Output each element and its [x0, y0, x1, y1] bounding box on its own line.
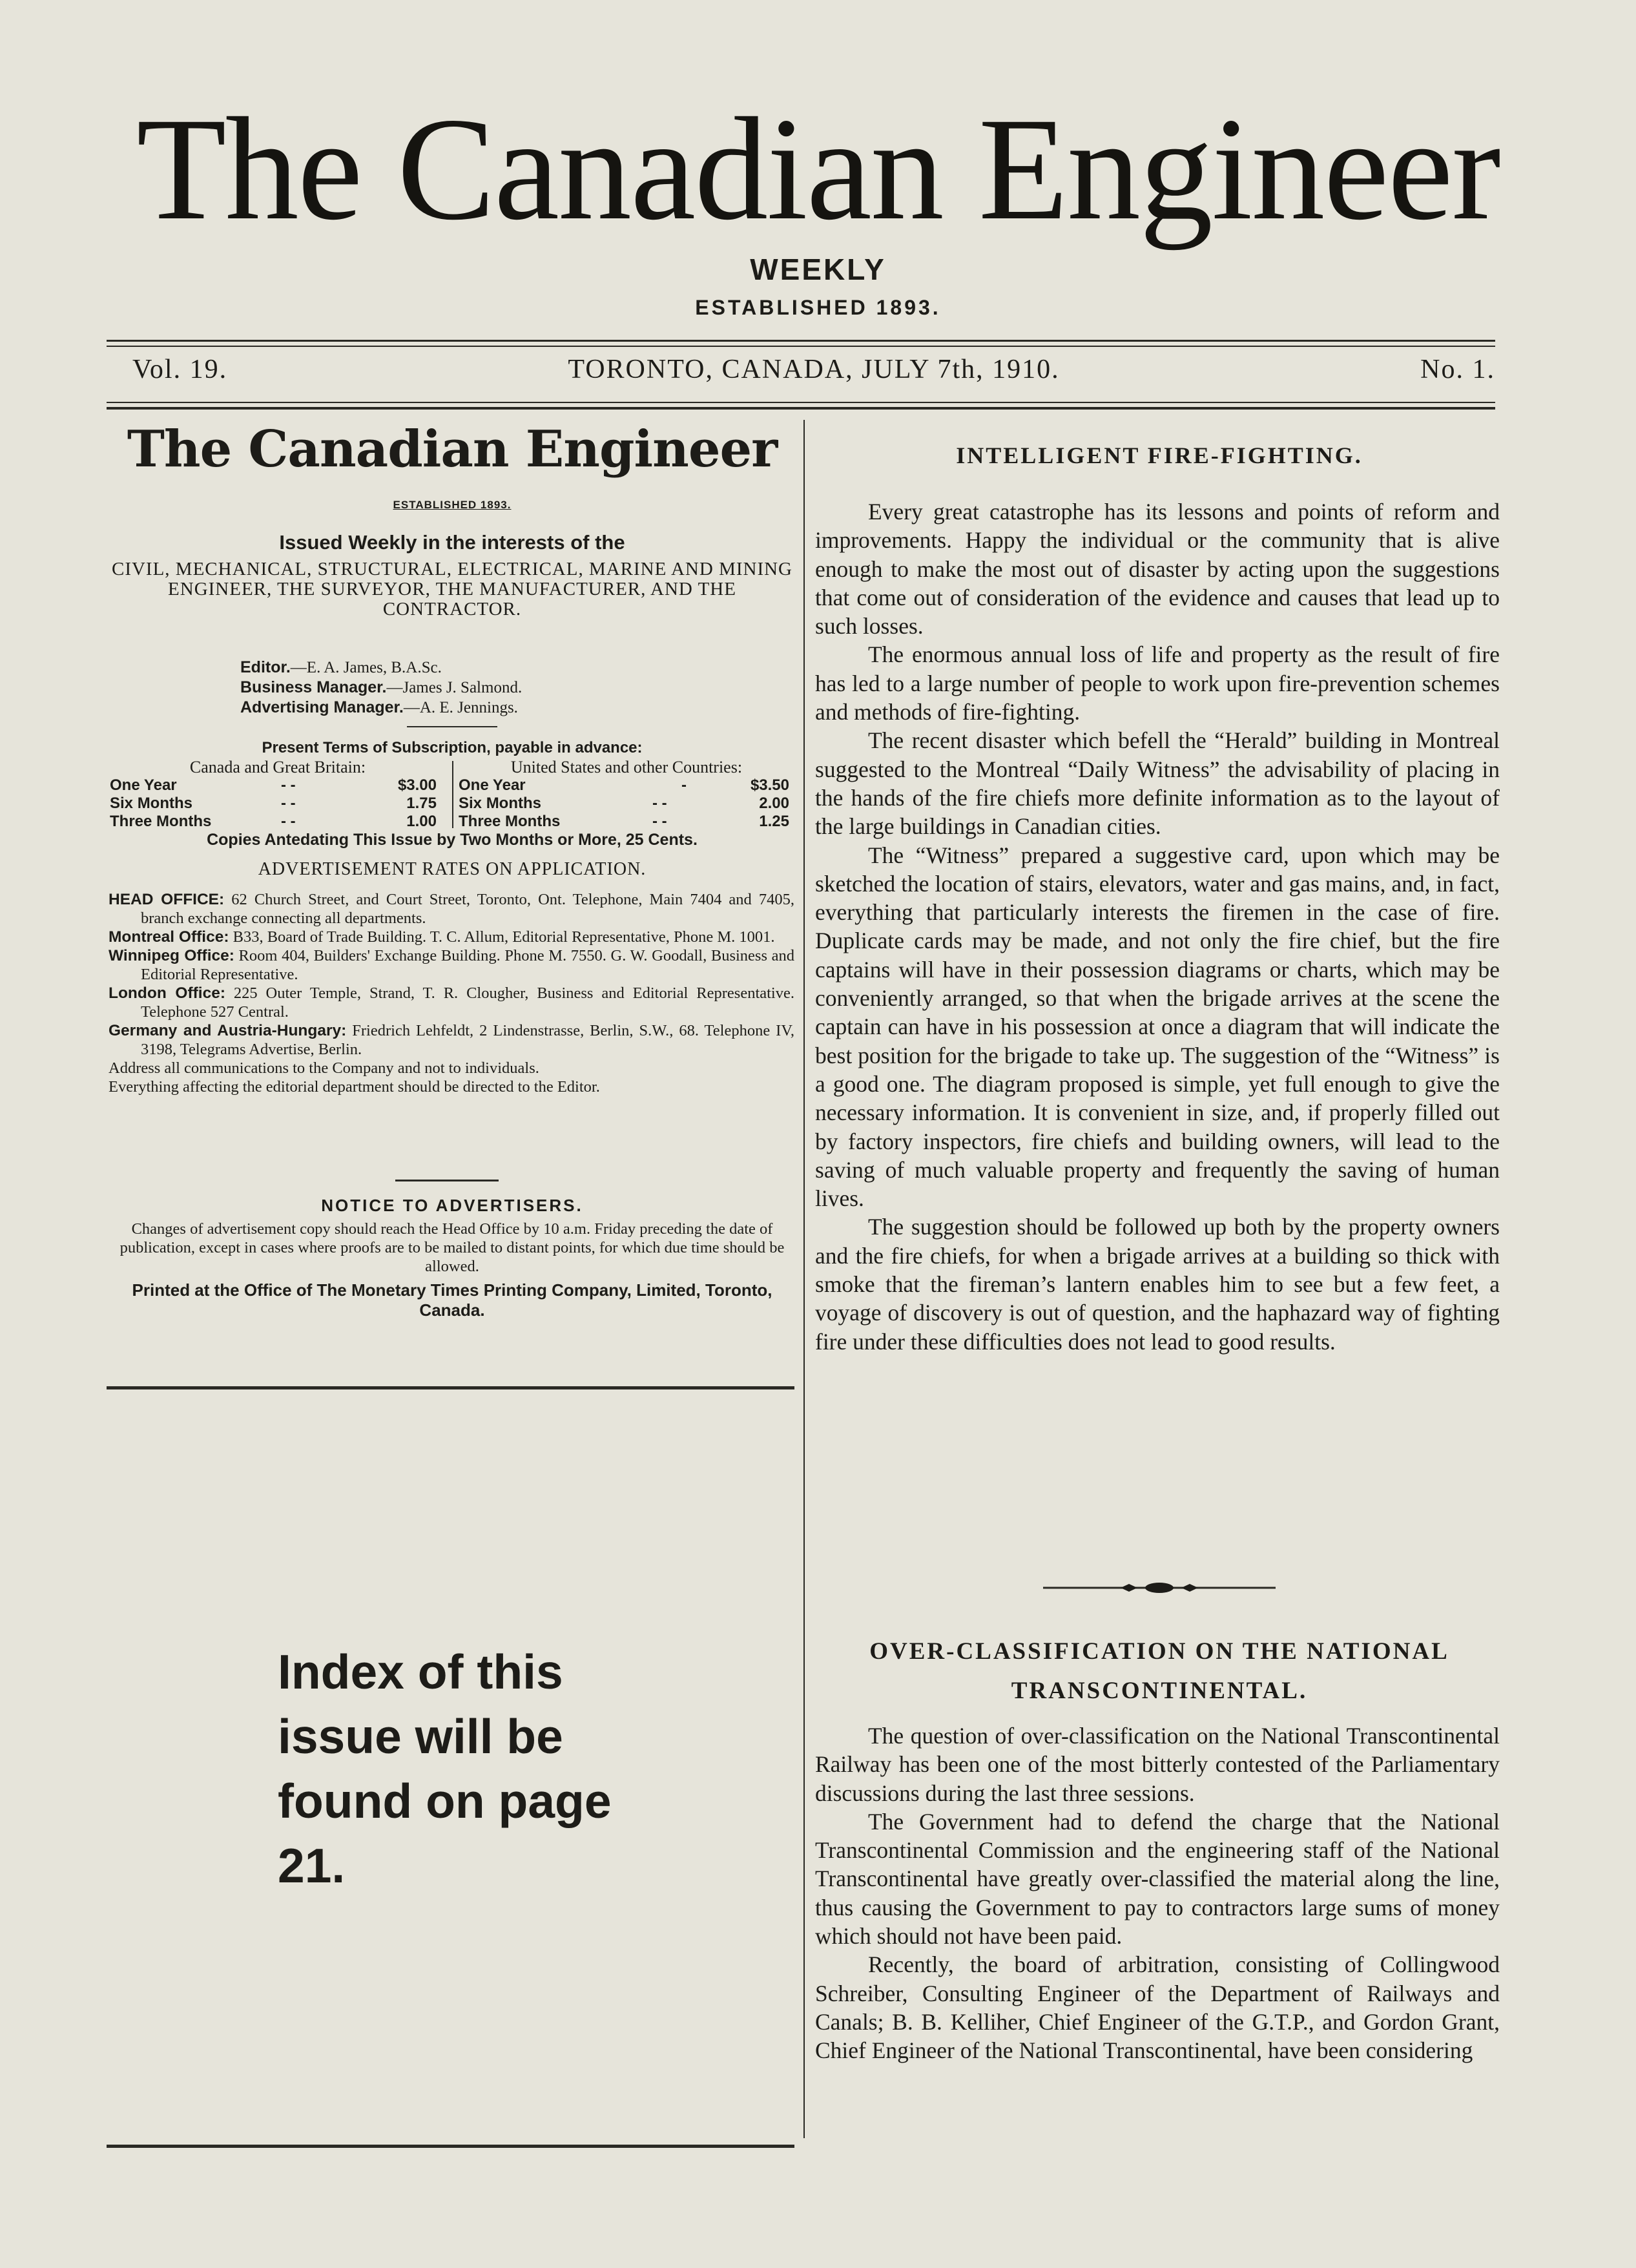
- term: Three Months: [110, 813, 212, 830]
- leader: - -: [281, 795, 296, 812]
- price: 2.00: [759, 795, 789, 812]
- copies-note: Copies Antedating This Issue by Two Months or More, 25 Cents.: [207, 831, 698, 849]
- article-title: INTELLIGENT FIRE-FIGHTING.: [956, 442, 1363, 468]
- top-rule-2: [107, 346, 1495, 347]
- paragraph: The Government had to defend the charge that the National Transcontinental Commission and the engineering staff of the National Transcontinental have greatly over-classified the material along the line, thus causing the Government to pay to contractors large sums of money which should not have been paid.: [815, 1808, 1500, 1950]
- paragraph: Recently, the board of arbitration, consisting of Collingwood Schreiber, Consulting Engineer of the Department of Railways and Canals; B. B. Kelliher, Chief Engineer of the G.T.P., and Gordon Grant, Chief Engineer of the National Transcontinental, have been considering: [815, 1951, 1500, 2064]
- staff-list: [240, 658, 692, 718]
- subscription-row: [459, 776, 794, 795]
- subscription-row: [110, 776, 446, 795]
- price: $3.50: [750, 776, 789, 794]
- dateline-rule-1: [107, 402, 1495, 403]
- staff-role: Advertising Manager.: [240, 698, 404, 716]
- staff-role: Business Manager.: [240, 678, 387, 696]
- staff-rule: [407, 726, 497, 727]
- article-title-line: TRANSCONTINENTAL.: [1011, 1678, 1308, 1704]
- staff-role: Editor.: [240, 658, 291, 676]
- top-rule-1: [107, 340, 1495, 342]
- masthead-established: ESTABLISHED 1893.: [695, 296, 941, 319]
- subscription-table: [110, 758, 796, 831]
- staff-business-manager: [240, 678, 692, 698]
- dateline-rule-2: [107, 407, 1495, 410]
- subscription-region: Canada and Great Britain:: [189, 758, 366, 776]
- staff-editor: [240, 658, 692, 678]
- term: One Year: [110, 776, 177, 794]
- price: 1.00: [406, 813, 437, 830]
- office-label: HEAD OFFICE:: [109, 891, 225, 908]
- office-entry: [109, 928, 794, 946]
- office-entry: [109, 890, 794, 928]
- term: Six Months: [459, 795, 542, 812]
- office-entry: [109, 946, 794, 984]
- volume-number: Vol. 19.: [132, 355, 228, 384]
- advertisement-rates: ADVERTISEMENT RATES ON APPLICATION.: [258, 859, 647, 879]
- article-body: [815, 497, 1500, 1356]
- notice-title: NOTICE TO ADVERTISERS.: [321, 1196, 583, 1215]
- term: Six Months: [110, 795, 193, 812]
- issued-weekly-line: Issued Weekly in the interests of the: [279, 531, 625, 554]
- office-text: B33, Board of Trade Building. T. C. Allum, Editorial Representative, Phone M. 1001.: [229, 928, 775, 946]
- office-text: Friedrich Lehfeldt, 2 Lindenstrasse, Berlin, S.W., 68. Telephone IV, 3198, Telegrams Advertise, Berlin.: [141, 1022, 794, 1058]
- offices-list: [109, 890, 794, 1096]
- staff-name: —E. A. James, B.A.Sc.: [290, 659, 442, 676]
- leader: - -: [281, 776, 296, 794]
- paragraph: The enormous annual loss of life and property as the result of fire has led to a large number of people to work upon fire-prevention schemes and methods of fire-fighting.: [815, 641, 1500, 725]
- notice-text: Changes of advertisement copy should reach the Head Office by 10 a.m. Friday preceding the date of publication, except in cases where proofs are to be mailed to distant points, for which due time should be allowed.: [119, 1220, 785, 1275]
- office-label: London Office:: [109, 984, 225, 1002]
- left-column-rule: [107, 1386, 794, 1389]
- office-text: Room 404, Builders' Exchange Building. Phone M. 7550. G. W. Goodall, Business and Editorial Representative.: [141, 947, 794, 983]
- masthead-title: The Canadian Engineer: [136, 88, 1500, 251]
- masthead-frequency: WEEKLY: [750, 253, 886, 286]
- paragraph: The question of over-classification on the National Transcontinental Railway has been one of the most bitterly contested of the Parliamentary discussions during the last three sessions.: [815, 1723, 1500, 1806]
- subscription-heading: Present Terms of Subscription, payable in advance:: [262, 739, 643, 756]
- ornamental-divider: [1043, 1579, 1276, 1597]
- subscription-region: United States and other Countries:: [510, 758, 743, 776]
- offices-rule: [395, 1180, 499, 1181]
- issue-number: No. 1.: [1420, 355, 1495, 384]
- term: Three Months: [459, 813, 561, 830]
- paragraph: Every great catastrophe has its lessons and points of reform and improvements. Happy the individual or the community that is alive enough to make the most out of disaster by acting upon the suggestions that come out of consideration of the evidence and causes that lead up to such losses.: [815, 499, 1500, 640]
- subscription-foreign: [459, 758, 794, 831]
- paragraph: The recent disaster which befell the “Herald” building in Montreal suggested to the Montreal “Daily Witness” the advisability of placing in the hands of the fire chiefs more definite information as to the layout of the large buildings in Canadian cities.: [815, 727, 1500, 840]
- column-divider: [803, 420, 805, 2138]
- office-text: Everything affecting the editorial department should be directed to the Editor.: [109, 1078, 600, 1096]
- leader: - -: [652, 795, 667, 812]
- price: 1.75: [406, 795, 437, 812]
- subscription-row: [459, 813, 794, 831]
- leader: -: [681, 776, 687, 794]
- article-title-line: OVER-CLASSIFICATION ON THE NATIONAL: [869, 1638, 1449, 1665]
- office-text: 62 Church Street, and Court Street, Toronto, Ont. Telephone, Main 7404 and 7405, branch exchange connecting all departments.: [141, 891, 794, 927]
- office-text: Address all communications to the Company and not to individuals.: [109, 1059, 539, 1077]
- place-date: TORONTO, CANADA, JULY 7th, 1910.: [568, 355, 1060, 384]
- subscription-divider: [452, 761, 453, 828]
- interests-list: CIVIL, MECHANICAL, STRUCTURAL, ELECTRICAL, MARINE AND MINING ENGINEER, THE SURVEYOR, THE MANUFACTURER, AND THE CONTRACTOR.: [111, 559, 792, 619]
- office-label: Montreal Office:: [109, 928, 229, 946]
- subscription-row: [110, 813, 446, 831]
- staff-advertising-manager: [240, 698, 692, 718]
- publisher-established: ESTABLISHED 1893.: [393, 499, 512, 511]
- office-label: Germany and Austria-Hungary:: [109, 1022, 347, 1039]
- paragraph: The “Witness” prepared a suggestive card, upon which may be sketched the location of stairs, elevators, water and gas mains, and, in fact, everything that particularly interests the firemen in the case of fire. Duplicate cards may be made, and not only the fire chief, but the fire captains will have in their possession diagrams or charts, which may be conveniently arranged, so that when the brigade arrives at the scene the captain can have in his possession at once a diagram that will indicate the best position for the brigade to take up. The suggestion of the “Witness” is a good one. The diagram proposed is simple, yet full enough to give the necessary information. It is convenient in size, and, if properly filled out by factory inspectors, fire chiefs and building owners, will lead to the saving of much valuable property and frequently the saving of human lives.: [815, 842, 1500, 1212]
- office-entry: [109, 1059, 794, 1077]
- staff-name: —James J. Salmond.: [386, 679, 523, 696]
- price: 1.25: [759, 813, 789, 830]
- subscription-domestic: [110, 758, 446, 831]
- leader: - -: [652, 813, 667, 830]
- office-entry: [109, 984, 794, 1021]
- dateline: [132, 354, 1495, 395]
- staff-name: —A. E. Jennings.: [403, 699, 518, 716]
- leader: - -: [281, 813, 296, 830]
- price: $3.00: [397, 776, 437, 794]
- office-text: 225 Outer Temple, Strand, T. R. Clougher, Business and Editorial Representative. Telephone 527 Central.: [141, 984, 794, 1021]
- printed-by: Printed at the Office of The Monetary Times Printing Company, Limited, Toronto, Canada.: [132, 1280, 772, 1320]
- subscription-row: [110, 795, 446, 813]
- subscription-row: [459, 795, 794, 813]
- left-column-bottom-rule: [107, 2145, 794, 2148]
- index-note: Index of this issue will be found on page 21.: [278, 1645, 612, 1893]
- article-title: [814, 1632, 1505, 1711]
- article-body: [815, 1722, 1500, 2065]
- publisher-heading: The Canadian Engineer: [127, 420, 778, 479]
- term: One Year: [459, 776, 526, 794]
- office-entry: [109, 1021, 794, 1059]
- paragraph: The suggestion should be followed up both by the property owners and the fire chiefs, for when a brigade arrives at a building so thick with smoke that the fireman’s lantern enables him to see but a few feet, a voyage of discovery is out of question, and the haphazard way of fighting fire under these difficulties does not lead to good results.: [815, 1214, 1500, 1355]
- office-label: Winnipeg Office:: [109, 947, 234, 964]
- office-entry: [109, 1077, 794, 1096]
